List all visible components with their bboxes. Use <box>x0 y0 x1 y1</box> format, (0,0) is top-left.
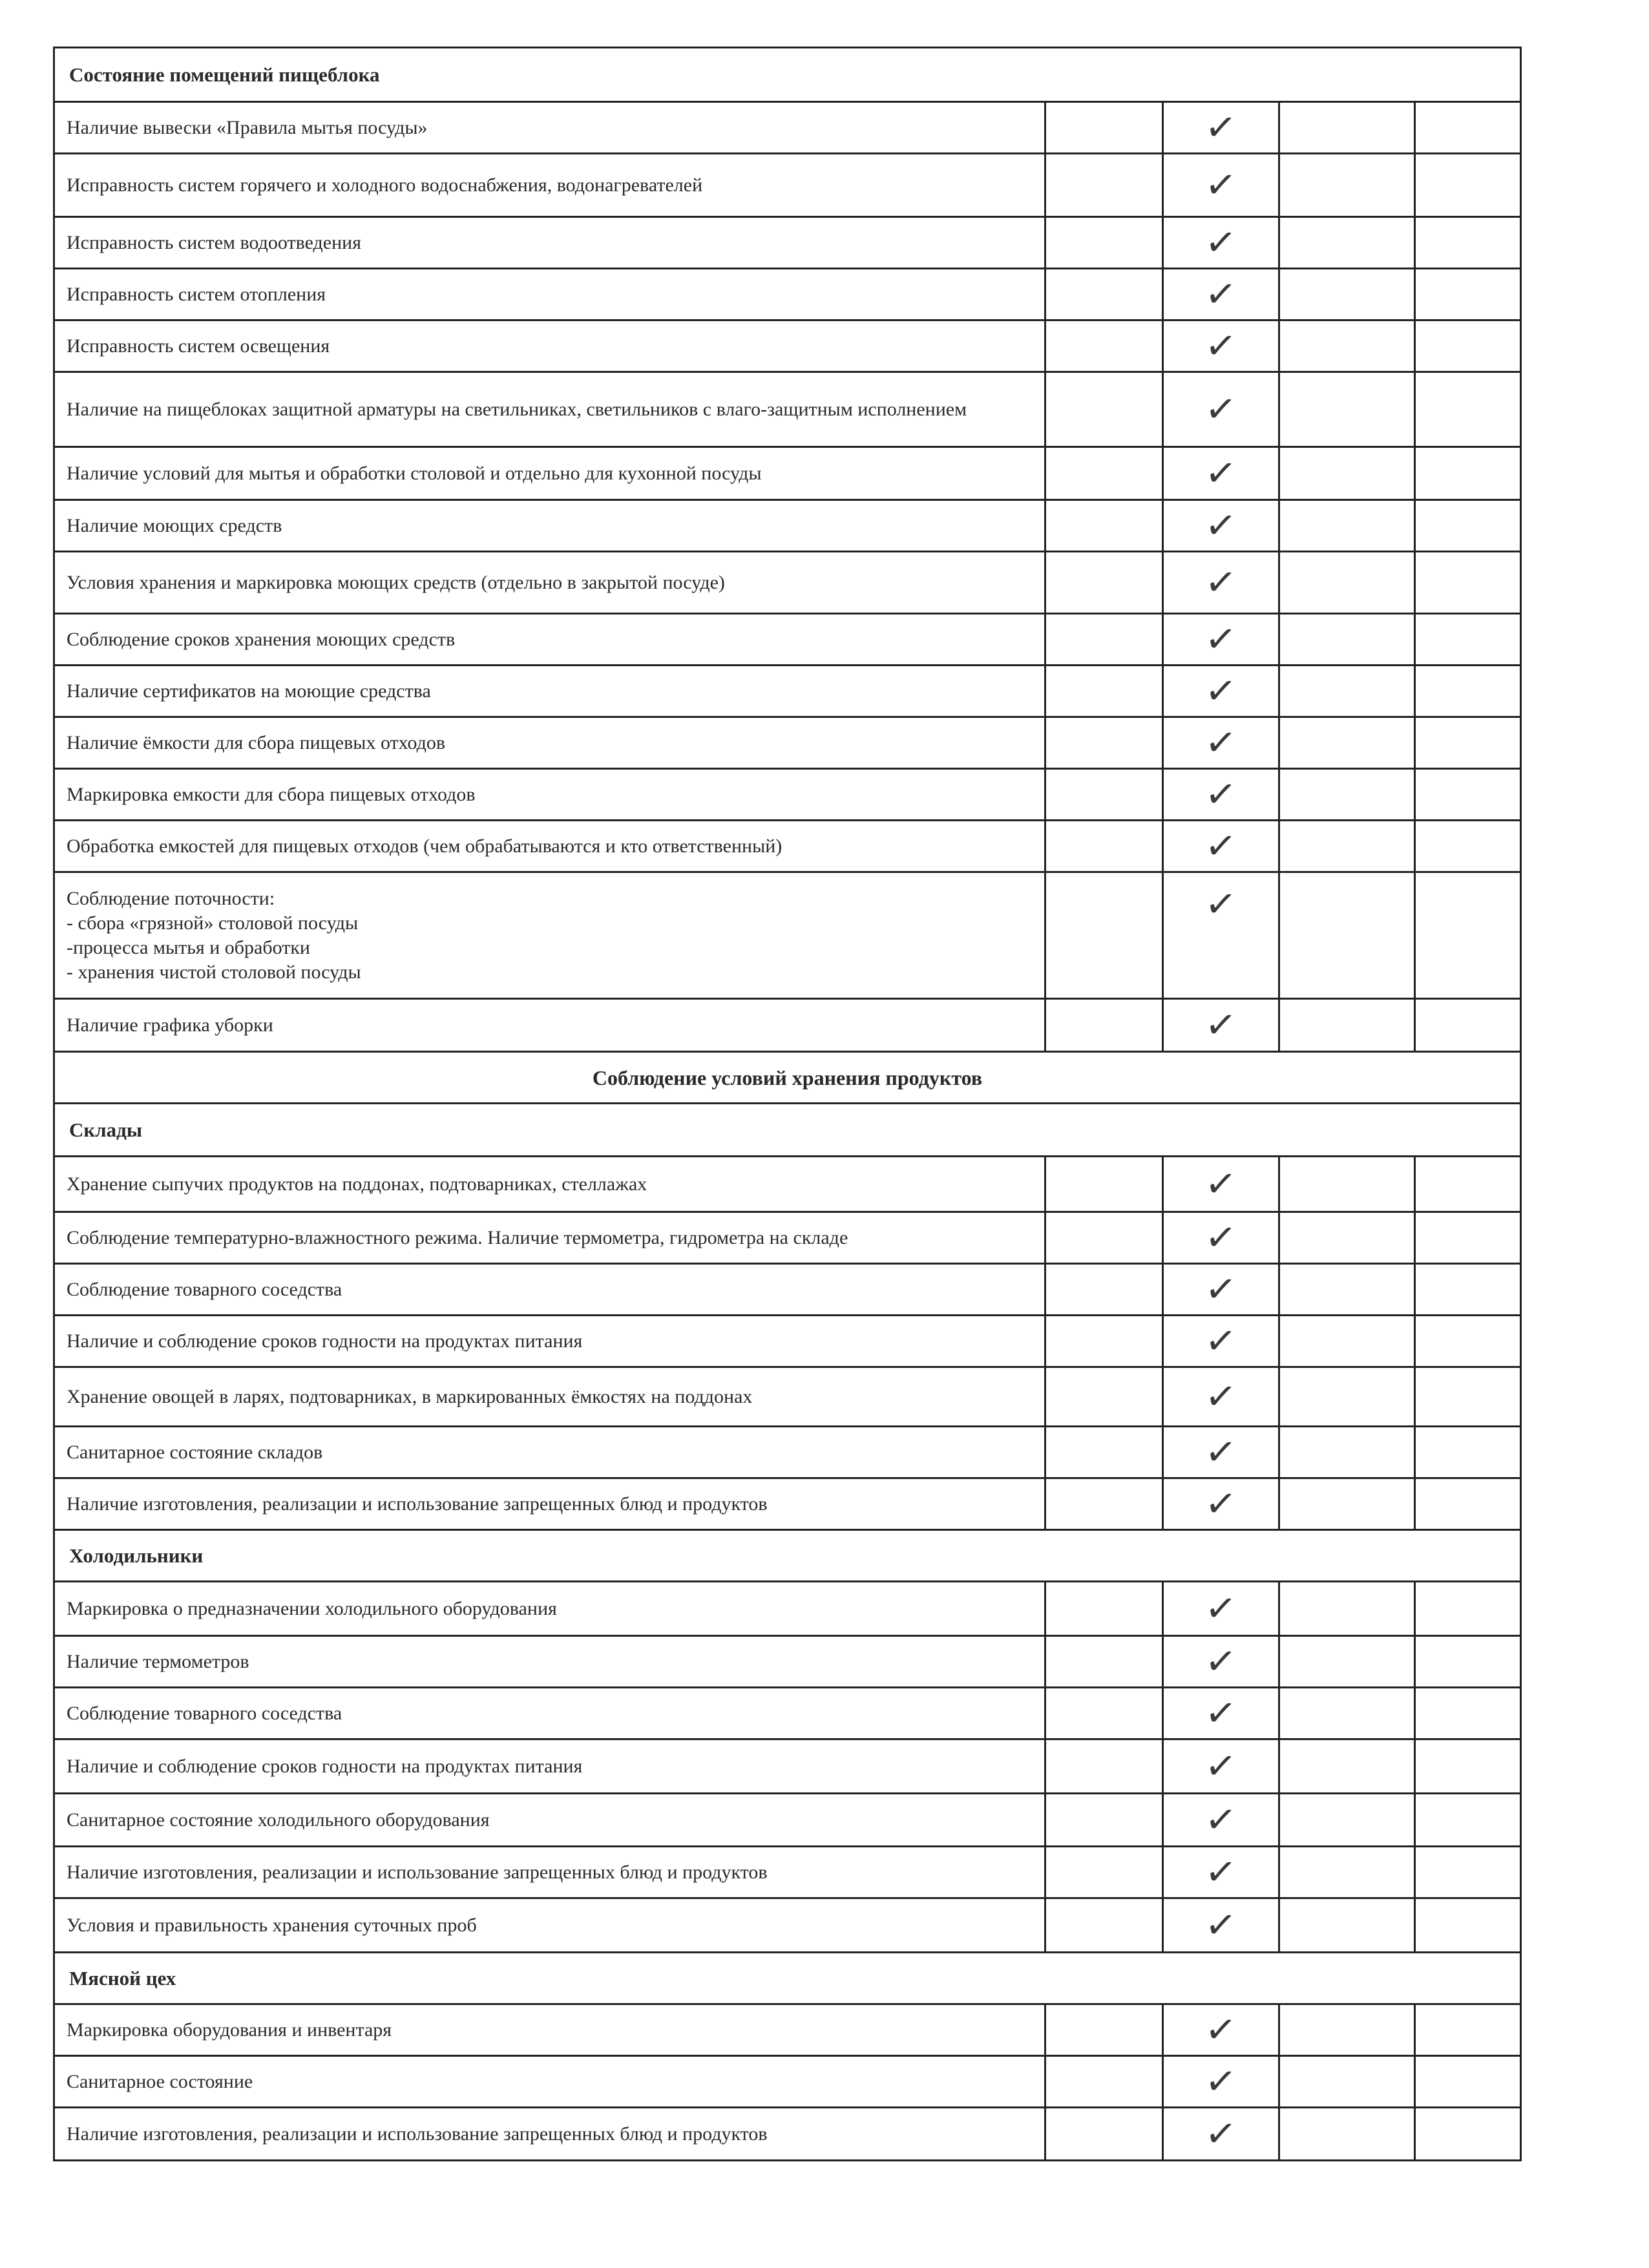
checklist-row <box>54 2056 1521 2108</box>
row-label: Наличие изготовления, реализации и использование запрещенных блюд и продуктов <box>54 1478 1045 1530</box>
cell-empty[interactable] <box>1279 821 1415 872</box>
inspection-checklist-table <box>53 47 1522 2161</box>
cell-empty[interactable] <box>1415 1794 1521 1847</box>
row-label: Санитарное состояние холодильного оборудования <box>54 1794 1045 1847</box>
row-label: Исправность систем освещения <box>54 320 1045 372</box>
row-label: Наличие графика уборки <box>54 999 1045 1052</box>
checklist-row <box>54 1636 1521 1688</box>
section-title: Состояние помещений пищеблока <box>54 48 1521 102</box>
cell-empty[interactable] <box>1415 1636 1521 1688</box>
checkmark-icon: ✓ <box>1203 1796 1239 1843</box>
cell-mark[interactable] <box>1163 1316 1279 1367</box>
cell-empty[interactable] <box>1279 666 1415 717</box>
cell-empty[interactable] <box>1415 769 1521 821</box>
row-label: Хранение овощей в ларях, подтоварниках, в маркированных ёмкостях на поддонах <box>54 1367 1045 1427</box>
cell-empty[interactable] <box>1279 614 1415 666</box>
checkmark-icon: ✓ <box>1203 1480 1239 1528</box>
checklist-row <box>54 2004 1521 2056</box>
cell-empty[interactable] <box>1415 372 1521 447</box>
checklist-row <box>54 372 1521 447</box>
cell-mark[interactable] <box>1163 666 1279 717</box>
row-label: Наличие ёмкости для сбора пищевых отходов <box>54 717 1045 769</box>
cell-empty[interactable] <box>1045 552 1163 614</box>
cell-mark[interactable] <box>1163 102 1279 154</box>
cell-empty[interactable] <box>1045 1794 1163 1847</box>
checklist-row <box>54 1367 1521 1427</box>
cell-empty[interactable] <box>1045 1316 1163 1367</box>
cell-empty[interactable] <box>1279 102 1415 154</box>
cell-mark[interactable] <box>1163 372 1279 447</box>
checkmark-icon: ✓ <box>1203 822 1239 870</box>
row-label: Соблюдение поточности: - сбора «грязной» столовой посуды -процесса мытья и обработки - хранения чистой столовой посуды <box>54 872 1045 999</box>
cell-empty[interactable] <box>1279 999 1415 1052</box>
section-header <box>54 1104 1521 1157</box>
cell-mark[interactable] <box>1163 320 1279 372</box>
cell-empty[interactable] <box>1415 447 1521 500</box>
cell-empty[interactable] <box>1045 1688 1163 1739</box>
checkmark-icon: ✓ <box>1203 449 1239 497</box>
checklist-row <box>54 217 1521 269</box>
row-label: Наличие и соблюдение сроков годности на продуктах питания <box>54 1739 1045 1794</box>
cell-mark[interactable] <box>1163 821 1279 872</box>
checklist-row <box>54 1264 1521 1316</box>
row-label: Исправность систем отопления <box>54 269 1045 320</box>
cell-empty[interactable] <box>1415 217 1521 269</box>
checkmark-icon: ✓ <box>1203 1160 1239 1208</box>
row-label: Соблюдение температурно-влажностного режима. Наличие термометра, гидрометра на складе <box>54 1212 1045 1264</box>
checklist-row <box>54 2108 1521 2161</box>
cell-mark[interactable] <box>1163 717 1279 769</box>
section-header <box>54 1530 1521 1582</box>
checklist-row <box>54 447 1521 500</box>
cell-empty[interactable] <box>1415 1582 1521 1636</box>
checkmark-icon: ✓ <box>1203 1213 1239 1261</box>
cell-empty[interactable] <box>1045 372 1163 447</box>
cell-empty[interactable] <box>1279 447 1415 500</box>
cell-empty[interactable] <box>1279 872 1415 999</box>
cell-empty[interactable] <box>1279 2056 1415 2108</box>
row-label: Наличие на пищеблоках защитной арматуры на светильниках, светильников с влаго-защитным исполнением <box>54 372 1045 447</box>
cell-empty[interactable] <box>1415 1316 1521 1367</box>
checklist-row <box>54 821 1521 872</box>
cell-empty[interactable] <box>1415 154 1521 217</box>
cell-empty[interactable] <box>1279 1688 1415 1739</box>
cell-empty[interactable] <box>1415 1739 1521 1794</box>
cell-empty[interactable] <box>1045 102 1163 154</box>
row-label: Исправность систем горячего и холодного водоснабжения, водонагревателей <box>54 154 1045 217</box>
cell-empty[interactable] <box>1045 1739 1163 1794</box>
section-title: Холодильники <box>54 1530 1521 1582</box>
cell-empty[interactable] <box>1279 320 1415 372</box>
checklist-row <box>54 1582 1521 1636</box>
checklist-row <box>54 872 1521 999</box>
checklist-row <box>54 999 1521 1052</box>
checklist-row <box>54 320 1521 372</box>
row-label: Обработка емкостей для пищевых отходов (чем обрабатываются и кто ответственный) <box>54 821 1045 872</box>
cell-mark[interactable] <box>1163 1794 1279 1847</box>
row-label: Наличие сертификатов на моющие средства <box>54 666 1045 717</box>
cell-mark[interactable] <box>1163 1898 1279 1953</box>
cell-empty[interactable] <box>1279 154 1415 217</box>
cell-mark[interactable] <box>1163 1427 1279 1478</box>
cell-empty[interactable] <box>1415 1478 1521 1530</box>
cell-mark[interactable] <box>1163 1212 1279 1264</box>
checkmark-icon: ✓ <box>1203 558 1239 606</box>
cell-empty[interactable] <box>1045 1478 1163 1530</box>
cell-empty[interactable] <box>1279 1212 1415 1264</box>
cell-empty[interactable] <box>1279 269 1415 320</box>
checkmark-icon: ✓ <box>1203 322 1239 370</box>
cell-empty[interactable] <box>1415 552 1521 614</box>
cell-empty[interactable] <box>1045 500 1163 552</box>
cell-empty[interactable] <box>1045 1212 1163 1264</box>
cell-empty[interactable] <box>1045 1157 1163 1212</box>
cell-empty[interactable] <box>1045 269 1163 320</box>
cell-empty[interactable] <box>1279 1636 1415 1688</box>
row-label: Наличие моющих средств <box>54 500 1045 552</box>
cell-empty[interactable] <box>1279 769 1415 821</box>
cell-empty[interactable] <box>1045 769 1163 821</box>
checkmark-icon: ✓ <box>1203 719 1239 766</box>
cell-mark[interactable] <box>1163 2108 1279 2161</box>
cell-empty[interactable] <box>1415 1898 1521 1953</box>
cell-empty[interactable] <box>1045 1582 1163 1636</box>
row-label: Соблюдение сроков хранения моющих средств <box>54 614 1045 666</box>
checkmark-icon: ✓ <box>1203 1584 1239 1632</box>
cell-empty[interactable] <box>1415 666 1521 717</box>
checklist-row <box>54 1688 1521 1739</box>
cell-empty[interactable] <box>1415 2004 1521 2056</box>
cell-empty[interactable] <box>1415 872 1521 999</box>
checklist-row <box>54 666 1521 717</box>
cell-empty[interactable] <box>1045 1264 1163 1316</box>
checkmark-icon: ✓ <box>1203 1001 1239 1049</box>
row-label: Наличие вывески «Правила мытья посуды» <box>54 102 1045 154</box>
cell-empty[interactable] <box>1045 999 1163 1052</box>
cell-mark[interactable] <box>1163 500 1279 552</box>
section-header <box>54 1953 1521 2004</box>
cell-mark[interactable] <box>1163 1478 1279 1530</box>
cell-mark[interactable] <box>1163 269 1279 320</box>
checkmark-icon: ✓ <box>1203 2006 1239 2053</box>
cell-empty[interactable] <box>1279 500 1415 552</box>
checklist-body <box>54 48 1521 2161</box>
cell-empty[interactable] <box>1045 872 1163 999</box>
section-title: Склады <box>54 1104 1521 1157</box>
row-label: Соблюдение товарного соседства <box>54 1264 1045 1316</box>
cell-empty[interactable] <box>1415 500 1521 552</box>
cell-empty[interactable] <box>1279 1264 1415 1316</box>
cell-empty[interactable] <box>1045 717 1163 769</box>
checkmark-icon: ✓ <box>1203 1265 1239 1313</box>
checkmark-icon: ✓ <box>1203 1689 1239 1737</box>
checkmark-icon: ✓ <box>1203 2110 1239 2158</box>
checkmark-icon: ✓ <box>1203 880 1239 928</box>
checklist-row <box>54 1478 1521 1530</box>
checklist-row <box>54 269 1521 320</box>
cell-empty[interactable] <box>1279 1582 1415 1636</box>
checklist-row <box>54 769 1521 821</box>
cell-empty[interactable] <box>1279 2108 1415 2161</box>
row-label: Санитарное состояние складов <box>54 1427 1045 1478</box>
cell-empty[interactable] <box>1045 2056 1163 2108</box>
row-label: Условия хранения и маркировка моющих средств (отдельно в закрытой посуде) <box>54 552 1045 614</box>
checklist-row <box>54 1157 1521 1212</box>
checklist-row <box>54 614 1521 666</box>
cell-empty[interactable] <box>1279 1478 1415 1530</box>
row-label: Хранение сыпучих продуктов на поддонах, подтоварниках, стеллажах <box>54 1157 1045 1212</box>
checkmark-icon: ✓ <box>1203 385 1239 433</box>
cell-empty[interactable] <box>1279 1316 1415 1367</box>
cell-mark[interactable] <box>1163 2056 1279 2108</box>
checkmark-icon: ✓ <box>1203 615 1239 663</box>
cell-mark[interactable] <box>1163 999 1279 1052</box>
cell-mark[interactable] <box>1163 1847 1279 1898</box>
checklist-row <box>54 1847 1521 1898</box>
cell-empty[interactable] <box>1415 1212 1521 1264</box>
cell-mark[interactable] <box>1163 217 1279 269</box>
checkmark-icon: ✓ <box>1203 2057 1239 2105</box>
cell-empty[interactable] <box>1045 154 1163 217</box>
checkmark-icon: ✓ <box>1203 501 1239 549</box>
checkmark-icon: ✓ <box>1203 1317 1239 1365</box>
cell-empty[interactable] <box>1415 2108 1521 2161</box>
checklist-row <box>54 102 1521 154</box>
cell-mark[interactable] <box>1163 1582 1279 1636</box>
checklist-row <box>54 1427 1521 1478</box>
cell-empty[interactable] <box>1279 217 1415 269</box>
checklist-row <box>54 1794 1521 1847</box>
row-label: Санитарное состояние <box>54 2056 1045 2108</box>
cell-empty[interactable] <box>1415 1688 1521 1739</box>
cell-empty[interactable] <box>1415 717 1521 769</box>
cell-mark[interactable] <box>1163 154 1279 217</box>
cell-empty[interactable] <box>1415 1157 1521 1212</box>
cell-empty[interactable] <box>1279 1898 1415 1953</box>
checkmark-icon: ✓ <box>1203 161 1239 209</box>
checklist-row <box>54 154 1521 217</box>
cell-mark[interactable] <box>1163 769 1279 821</box>
checkmark-icon: ✓ <box>1203 1742 1239 1790</box>
row-label: Наличие условий для мытья и обработки столовой и отдельно для кухонной посуды <box>54 447 1045 500</box>
cell-empty[interactable] <box>1045 447 1163 500</box>
row-label: Наличие изготовления, реализации и использование запрещенных блюд и продуктов <box>54 2108 1045 2161</box>
cell-mark[interactable] <box>1163 552 1279 614</box>
row-label: Условия и правильность хранения суточных проб <box>54 1898 1045 1953</box>
cell-empty[interactable] <box>1045 666 1163 717</box>
cell-mark[interactable] <box>1163 1688 1279 1739</box>
cell-empty[interactable] <box>1045 1367 1163 1427</box>
cell-empty[interactable] <box>1415 102 1521 154</box>
cell-empty[interactable] <box>1415 821 1521 872</box>
cell-empty[interactable] <box>1415 1367 1521 1427</box>
cell-empty[interactable] <box>1045 1427 1163 1478</box>
cell-empty[interactable] <box>1045 1847 1163 1898</box>
checklist-row <box>54 552 1521 614</box>
cell-empty[interactable] <box>1279 1739 1415 1794</box>
row-label: Маркировка о предназначении холодильного оборудования <box>54 1582 1045 1636</box>
row-label: Соблюдение товарного соседства <box>54 1688 1045 1739</box>
checkmark-icon: ✓ <box>1203 103 1239 151</box>
checklist-row <box>54 1212 1521 1264</box>
section-header <box>54 1052 1521 1104</box>
cell-empty[interactable] <box>1279 1847 1415 1898</box>
cell-mark[interactable] <box>1163 614 1279 666</box>
cell-empty[interactable] <box>1045 320 1163 372</box>
row-label: Исправность систем водоотведения <box>54 217 1045 269</box>
cell-empty[interactable] <box>1045 614 1163 666</box>
checklist-row <box>54 1898 1521 1953</box>
cell-empty[interactable] <box>1279 1157 1415 1212</box>
section-title: Мясной цех <box>54 1953 1521 2004</box>
row-label: Маркировка емкости для сбора пищевых отходов <box>54 769 1045 821</box>
cell-empty[interactable] <box>1045 217 1163 269</box>
cell-empty[interactable] <box>1415 999 1521 1052</box>
cell-empty[interactable] <box>1279 1427 1415 1478</box>
cell-mark[interactable] <box>1163 447 1279 500</box>
cell-empty[interactable] <box>1415 614 1521 666</box>
checklist-row <box>54 500 1521 552</box>
cell-mark[interactable] <box>1163 1264 1279 1316</box>
cell-empty[interactable] <box>1415 320 1521 372</box>
cell-empty[interactable] <box>1415 1847 1521 1898</box>
cell-empty[interactable] <box>1279 372 1415 447</box>
checklist-row <box>54 717 1521 769</box>
cell-empty[interactable] <box>1415 1264 1521 1316</box>
cell-empty[interactable] <box>1279 552 1415 614</box>
section-title: Соблюдение условий хранения продуктов <box>54 1052 1521 1104</box>
cell-empty[interactable] <box>1045 1636 1163 1688</box>
checklist-row <box>54 1739 1521 1794</box>
cell-empty[interactable] <box>1279 1794 1415 1847</box>
checkmark-icon: ✓ <box>1203 1637 1239 1685</box>
cell-empty[interactable] <box>1415 269 1521 320</box>
cell-empty[interactable] <box>1415 2056 1521 2108</box>
cell-empty[interactable] <box>1045 1898 1163 1953</box>
cell-empty[interactable] <box>1045 821 1163 872</box>
cell-empty[interactable] <box>1279 717 1415 769</box>
checkmark-icon: ✓ <box>1203 270 1239 318</box>
cell-mark[interactable] <box>1163 1739 1279 1794</box>
checkmark-icon: ✓ <box>1203 1372 1239 1420</box>
row-label: Наличие термометров <box>54 1636 1045 1688</box>
cell-mark[interactable] <box>1163 872 1279 999</box>
cell-empty[interactable] <box>1415 1427 1521 1478</box>
row-label: Маркировка оборудования и инвентаря <box>54 2004 1045 2056</box>
checkmark-icon: ✓ <box>1203 770 1239 818</box>
checkmark-icon: ✓ <box>1203 1428 1239 1476</box>
checkmark-icon: ✓ <box>1203 667 1239 715</box>
checkmark-icon: ✓ <box>1203 1901 1239 1949</box>
cell-empty[interactable] <box>1045 2004 1163 2056</box>
checkmark-icon: ✓ <box>1203 1848 1239 1896</box>
cell-mark[interactable] <box>1163 1157 1279 1212</box>
cell-mark[interactable] <box>1163 1367 1279 1427</box>
section-header <box>54 48 1521 102</box>
checkmark-icon: ✓ <box>1203 218 1239 266</box>
cell-empty[interactable] <box>1045 2108 1163 2161</box>
cell-empty[interactable] <box>1279 1367 1415 1427</box>
cell-empty[interactable] <box>1279 2004 1415 2056</box>
row-label: Наличие и соблюдение сроков годности на продуктах питания <box>54 1316 1045 1367</box>
checklist-row <box>54 1316 1521 1367</box>
cell-mark[interactable] <box>1163 2004 1279 2056</box>
cell-mark[interactable] <box>1163 1636 1279 1688</box>
row-label: Наличие изготовления, реализации и использование запрещенных блюд и продуктов <box>54 1847 1045 1898</box>
